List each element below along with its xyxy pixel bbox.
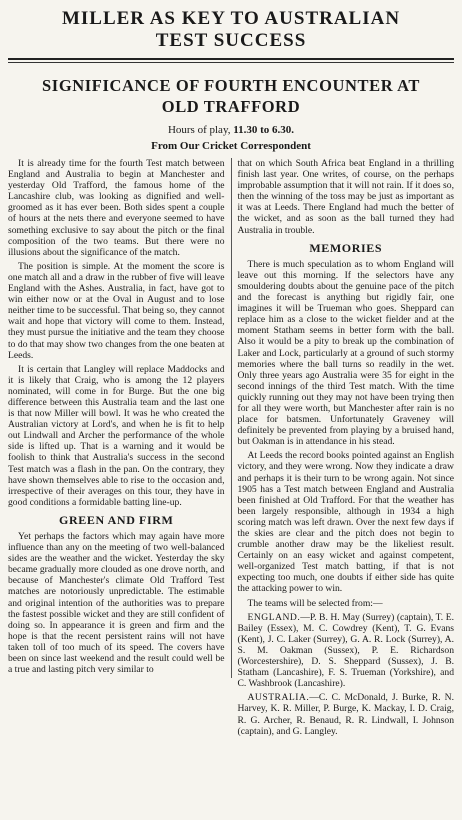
team-england-players: —P. B. H. May (Surrey) (captain), T. E. Bailey (Essex), M. C. Cowdrey (Kent), T. G. Evans (Kent), J. C. Laker (Surrey), G. A. R. Lock (Surrey), A. S. M. Oakman (Sussex), P. E. Richardson (Worcestershire), D. S. Sheppard (Sussex), J. B. Statham (Lancashire), F. S. Trueman (Yorkshire), and C. Washbrook (Lancashire). [237,611,454,690]
left-paragraph-1: It is already time for the fourth Test match between England and Australia to begin at Manchester and yesterday Old Trafford, the famous home of the Lancashire club, was looking as dignified and well-groomed as it has ever been. Both sides spent a couple of hours at the nets there and everyone seemed to have something exclusive to say about the pitch or the final composition of the two teams. But there were no illusions about the significance of the match. [8,158,225,258]
headline-rule-thin [8,62,454,63]
section-heading-green-and-firm: GREEN AND FIRM [59,512,174,527]
team-england [238,612,455,690]
team-australia-players: —C. C. McDonald, J. Burke, R. N. Harvey, K. R. Miller, P. Burge, K. Mackay, I. D. Craig, R. G. Archer, R. Benaud, R. R. Lindwall, I. Johnson (captain), and G. Langley. [237,692,454,737]
right-paragraph-3: At Leeds the record books pointed against an English victory, and they were wrong. Now they indicate a draw and perhaps it is their turn to be wrong again. Not since 1905 has a Test match between England and Australia been finished at Old Trafford. For that the weather has been largely responsible, although in 1934 a high scoring match was left drawn. Over the next few days if the skies are clear and the pitch does not begin to crumble another draw may be the likeliest result. Certainly on an easy wicket and against competent, well-organized Test match batting, if that is not expecting too much, one doubts if either side has quite the attacking power to win. [237,450,454,595]
right-paragraph-2: There is much speculation as to whom England will leave out this morning. If the selectors have any smouldering doubts about the genuine pace of the pitch and the forecast is anything but rigidly fair, one imagines it will be Trueman who goes. Sheppard can replace him as a close to the wicket fielder and at the moment Statham seems in better form with the ball. Also it would be a pity to break up the combination of Laker and Lock, particularly at a ground of such stormy memories where the ball turns so readily in the wet. Only three years ago Australia were 35 for eight in the second innings of the third Test match. With the time quickly running out they may not have been trying then for all they were worth, but Manchester after rain is no place for batsmen. Unfortunately Graveney will definitely be prevented from playing by a bruised hand, but Oakman is in attendance in his stead. [237,258,454,448]
hours-label: Hours of play, [167,124,231,136]
subheadline-line-2: OLD TRAFFORD [161,97,301,116]
byline: From Our Cricket Correspondent [151,140,311,152]
left-paragraph-4: Yet perhaps the factors which may again have more influence than any on the meeting of two well-balanced sides are the weather and the wicket. Yesterday the sky became gradually more clouded as one drove north, and because of Manchester's climate Old Trafford Test matches are notoriously unpredictable. The estimable and original intention of the authorities was to prepare the fastest possible wicket and they are still confident of doing so. In appearance it is green and firm and the hope is that the recent persistent rains will not have taken toll of too much of its speed. The covers have been on since last weekend and the result could well be a true and lasting pitch very similar to [8,531,225,676]
right-column [232,158,455,740]
team-australia-label: AUSTRALIA. [247,692,310,704]
headline-line-2: TEST SUCCESS [155,30,307,51]
left-paragraph-2: The position is simple. At the moment the score is one match all and a draw in the rubber of five will leave England with the Ashes. Australia, in fact, have got to win either now or at the Oval in August and to lose neither time to be successful. That being so, they cannot wait and hope that victory will come to them. Instead, they must pursue the initiative and the team they choose to do that may show two changes from the one beaten at Leeds. [8,260,225,361]
team-england-label: ENGLAND. [247,611,301,623]
section-heading-memories: MEMORIES [309,240,383,255]
hours-of-play [8,124,454,136]
left-paragraph-3: It is certain that Langley will replace Maddocks and it is likely that Craig, who is among the 12 players nominated, will come in for Burge. But the one big difference between this Australia team and the last one is that now Miller will bowl. It was he who created the Australian victory at Lord's, and when he is fit to help out Lindwall and Archer the performance of the whole side is lifted up. That is a warning and it would be foolish to think that Australia's success in the second Test match was a flash in the pan. On the contrary, they have shown themselves able to rise to the occasion and, irrespective of their averages on this tour, they have in good conditions a formidable batting line-up. [8,363,225,508]
hours-value: 11.30 to 6.30. [233,124,295,136]
right-paragraph-4: The teams will be selected from:— [247,597,383,609]
headline-rule [8,58,454,60]
headline-line-1: MILLER AS KEY TO AUSTRALIAN [61,8,401,29]
headline [8,8,454,52]
team-australia [238,692,455,736]
subheadline-line-1: SIGNIFICANCE OF FOURTH ENCOUNTER AT [42,76,420,95]
article-columns [8,158,454,740]
subheadline [8,75,454,117]
right-paragraph-1: that on which South Africa beat England in a thrilling finish last year. One writes, of course, on the perhaps improbable assumption that it will not rain. If it does so, then the winning of the toss may be just as important as it was at Leeds. There England had much the better of the wicket, and as soon as the ball turned they had Australia in trouble. [237,158,454,236]
left-column [8,158,232,678]
